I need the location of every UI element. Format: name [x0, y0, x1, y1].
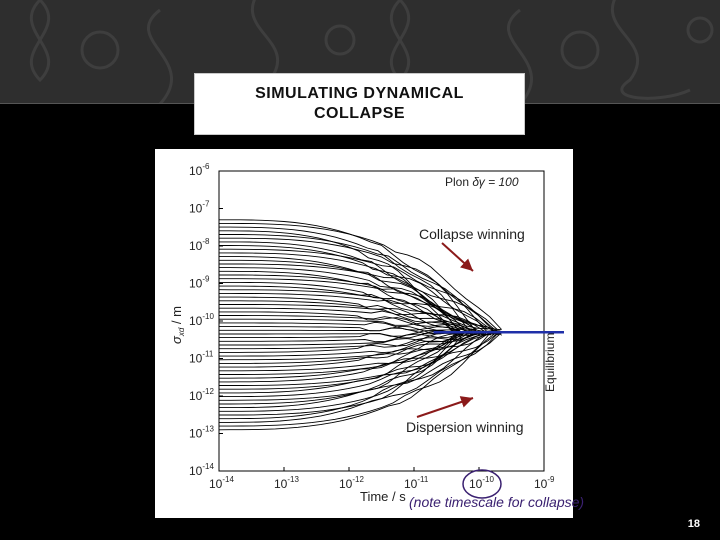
y-tick-label-2: $10^{-8}$ [189, 237, 210, 253]
trajectory-line-50 [219, 332, 475, 404]
equilibrium-annotation: Equilibrium [543, 332, 557, 392]
y-tick-label-3: $10^{-9}$ [189, 274, 210, 291]
legend-label: Plon δγ = 100 [445, 175, 519, 189]
x-tick-label-1: $10^{-13}$ [274, 475, 299, 491]
collapse-annotation: Collapse winning [419, 226, 525, 242]
y-tick-label-7: $10^{-13}$ [189, 424, 214, 441]
y-tick-label-6: $10^{-12}$ [189, 387, 214, 403]
trajectory-line-33 [219, 331, 469, 342]
collapse-arrow [442, 243, 473, 271]
x-tick-label-2: $10^{-12}$ [339, 475, 364, 491]
y-tick-label-8: $10^{-14}$ [189, 462, 214, 478]
trajectory-series-group [219, 220, 502, 430]
slide-number: 18 [687, 518, 700, 530]
x-axis-label: Time / s [360, 489, 406, 504]
y-tick-label-5: $10^{-11}$ [189, 349, 214, 366]
chart-svg [155, 149, 573, 518]
slide-title-line-1: SIMULATING DYNAMICAL [255, 85, 464, 102]
x-tick-label-5: $10^{-9}$ [534, 475, 555, 491]
slide-title [194, 73, 525, 135]
dispersion-arrow [417, 398, 473, 417]
y-axis-label: $\sigma_{xd}$ / m [169, 306, 186, 344]
chart-figure [155, 149, 573, 518]
y-tick-label-1: $10^{-7}$ [189, 199, 210, 216]
slide-title-line-2: COLLAPSE [313, 105, 406, 122]
x-tick-label-0: $10^{-14}$ [209, 475, 234, 491]
trajectory-line-7 [219, 246, 465, 330]
y-tick-label-4: $10^{-10}$ [189, 312, 214, 328]
x-tick-label-3: $10^{-11}$ [404, 475, 429, 491]
y-tick-label-0: $10^{-6}$ [189, 162, 210, 178]
x-tick-label-4: $10^{-10}$ [469, 475, 494, 491]
timescale-note: (note timescale for collapse) [409, 494, 585, 510]
dispersion-annotation: Dispersion winning [406, 419, 524, 435]
